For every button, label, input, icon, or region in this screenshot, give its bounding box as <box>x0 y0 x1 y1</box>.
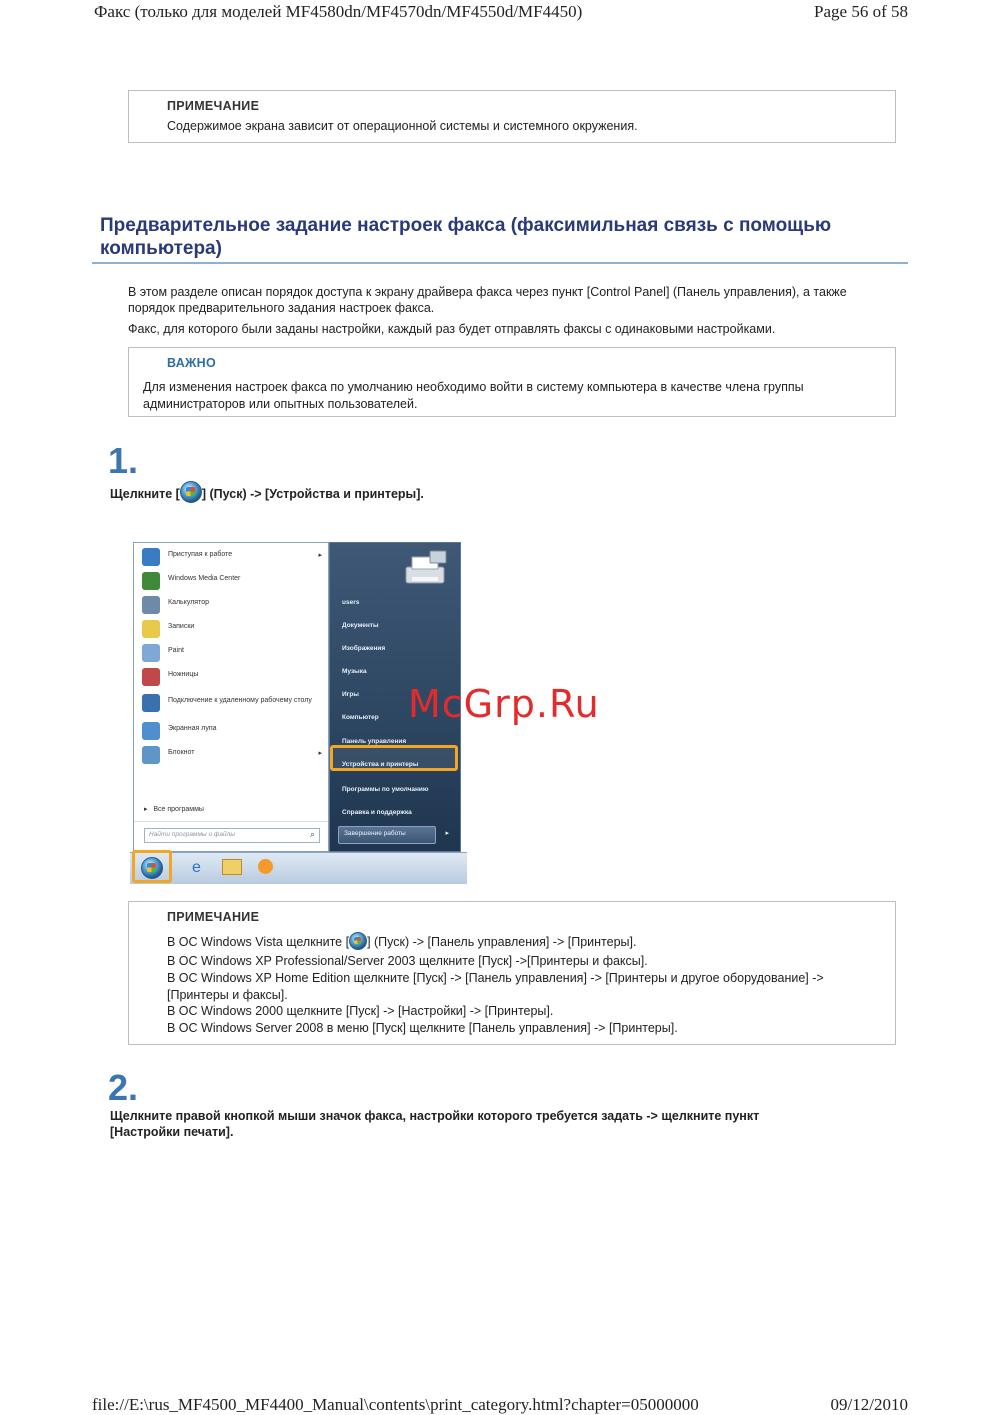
step-number: 2. <box>108 1067 139 1108</box>
program-icon <box>142 572 160 590</box>
search-input[interactable] <box>144 828 320 843</box>
start-menu-item-label: Paint <box>168 647 184 654</box>
arrow-right-icon: ▸ <box>318 750 322 757</box>
note-text-part: В ОС Windows Vista щелкните [ <box>167 935 350 949</box>
footer-date: 09/12/2010 <box>830 1395 908 1414</box>
start-menu-item-label: Подключение к удаленному рабочему столу <box>168 697 312 704</box>
start-menu-programs-pane <box>133 542 329 852</box>
internet-explorer-icon[interactable]: e <box>192 859 201 876</box>
page-number: Page 56 of 58 <box>814 2 908 21</box>
all-programs-label: Все программы <box>153 806 204 813</box>
start-menu-item-label: Ножницы <box>168 671 199 678</box>
all-programs-item[interactable] <box>144 805 204 813</box>
step-number: 1. <box>108 440 139 481</box>
header-title: Факс (только для моделей MF4580dn/MF4570dn/MF4550d/MF4450) <box>94 2 583 21</box>
intro-paragraph-2: Факс, для которого были заданы настройки, каждый раз будет отправлять факсы с одинаковыми настройками. <box>128 322 776 336</box>
note-text: Содержимое экрана зависит от операционной системы и системного окружения. <box>167 119 638 133</box>
folder-icon[interactable] <box>222 859 242 875</box>
start-menu-place-item[interactable]: Справка и поддержка <box>342 809 412 816</box>
note-line <box>167 932 887 951</box>
heading-divider <box>92 262 908 264</box>
footer-path: file://E:\rus_MF4500_MF4400_Manual\contents\print_category.html?chapter=05000000 <box>92 1395 699 1414</box>
note-line: В ОС Windows Server 2008 в меню [Пуск] щелкните [Панель управления] -> [Принтеры]. <box>167 1021 678 1035</box>
arrow-right-icon: ▸ <box>445 830 449 837</box>
program-icon <box>142 746 160 764</box>
search-placeholder: Найти программы и файлы <box>149 831 236 838</box>
start-menu-place-item[interactable]: Документы <box>342 622 379 629</box>
start-menu-item[interactable] <box>142 547 326 569</box>
start-menu-item[interactable] <box>142 745 326 767</box>
start-menu-place-item[interactable]: Изображения <box>342 645 386 652</box>
watermark: McGrp.Ru <box>408 682 600 726</box>
important-title: ВАЖНО <box>167 356 216 370</box>
start-menu-item-label: Windows Media Center <box>168 575 241 582</box>
program-icon <box>142 548 160 566</box>
start-menu-item[interactable] <box>142 619 326 641</box>
step-text-part: Щелкните [ <box>110 487 180 501</box>
note-title: ПРИМЕЧАНИЕ <box>167 99 260 113</box>
highlight-devices-printers <box>330 745 458 771</box>
note-box <box>128 901 896 1045</box>
media-player-icon[interactable] <box>258 859 273 874</box>
program-icon <box>142 596 160 614</box>
arrow-right-icon: ▸ <box>144 806 148 813</box>
start-menu-item[interactable] <box>142 571 326 593</box>
step-text-part: ] (Пуск) -> [Устройства и принтеры]. <box>201 487 424 501</box>
start-menu-item[interactable] <box>142 595 326 617</box>
start-menu-item-label: Записки <box>168 623 195 630</box>
start-menu-item[interactable] <box>142 643 326 665</box>
start-menu-item-label: Экранная лупа <box>168 725 217 732</box>
shutdown-label: Завершение работы <box>344 830 406 837</box>
windows-start-icon <box>180 481 202 503</box>
arrow-right-icon: ▸ <box>318 552 322 559</box>
start-menu-item-label: Калькулятор <box>168 599 209 606</box>
program-icon <box>142 644 160 662</box>
start-menu-item-label: Блокнот <box>168 749 195 756</box>
note-box <box>128 90 896 143</box>
program-icon <box>142 620 160 638</box>
program-icon <box>142 694 160 712</box>
start-button[interactable] <box>132 850 172 883</box>
note-line: В ОС Windows XP Home Edition щелкните [Пуск] -> [Панель управления] -> [Принтеры и другое оборудование] -> [Принтеры и факсы]. <box>167 971 824 1002</box>
divider <box>134 821 328 822</box>
search-icon: ⌕ <box>309 829 315 839</box>
note-title: ПРИМЕЧАНИЕ <box>167 910 260 924</box>
note-line: В ОС Windows XP Professional/Server 2003 щелкните [Пуск] ->[Принтеры и факсы]. <box>167 954 648 968</box>
start-menu-item-label: Приступая к работе <box>168 551 233 558</box>
start-menu-place-item[interactable]: Устройства и принтеры <box>342 761 419 768</box>
windows-start-icon <box>141 857 163 879</box>
start-menu-item[interactable] <box>142 693 326 715</box>
start-menu-place-item[interactable]: Музыка <box>342 668 367 675</box>
program-icon <box>142 668 160 686</box>
printer-picture-icon <box>400 549 452 589</box>
important-text: Для изменения настроек факса по умолчанию необходимо войти в систему компьютера в качестве члена группы администраторов или опытных пользователей. <box>143 380 804 411</box>
taskbar <box>130 852 467 884</box>
note-text-part: ] (Пуск) -> [Панель управления] -> [Принтеры]. <box>367 935 637 949</box>
note-line: В ОС Windows 2000 щелкните [Пуск] -> [Настройки] -> [Принтеры]. <box>167 1004 554 1018</box>
start-menu-place-item[interactable]: users <box>342 599 360 606</box>
start-menu-place-item[interactable]: Компьютер <box>342 714 379 721</box>
important-box <box>128 347 896 417</box>
start-menu-place-item[interactable]: Панель управления <box>342 738 407 745</box>
shutdown-button[interactable] <box>338 826 449 844</box>
step-instruction: Щелкните правой кнопкой мыши значок факса, настройки которого требуется задать -> щелкните пункт [Настройки печати]. <box>110 1109 760 1139</box>
program-icon <box>142 722 160 740</box>
start-menu-place-item[interactable]: Программы по умолчанию <box>342 786 429 793</box>
step-instruction <box>110 481 424 503</box>
section-heading: Предварительное задание настроек факса (факсимильная связь с помощью компьютера) <box>100 215 832 259</box>
windows-start-icon <box>349 932 367 950</box>
start-menu-item[interactable] <box>142 667 326 689</box>
start-menu-place-item[interactable]: Игры <box>342 691 359 698</box>
start-menu-item[interactable] <box>142 721 326 743</box>
intro-paragraph: В этом разделе описан порядок доступа к экрану драйвера факса через пункт [Control Panel] (Панель управления), а также порядок предварительного задания настроек факса. <box>128 285 847 315</box>
